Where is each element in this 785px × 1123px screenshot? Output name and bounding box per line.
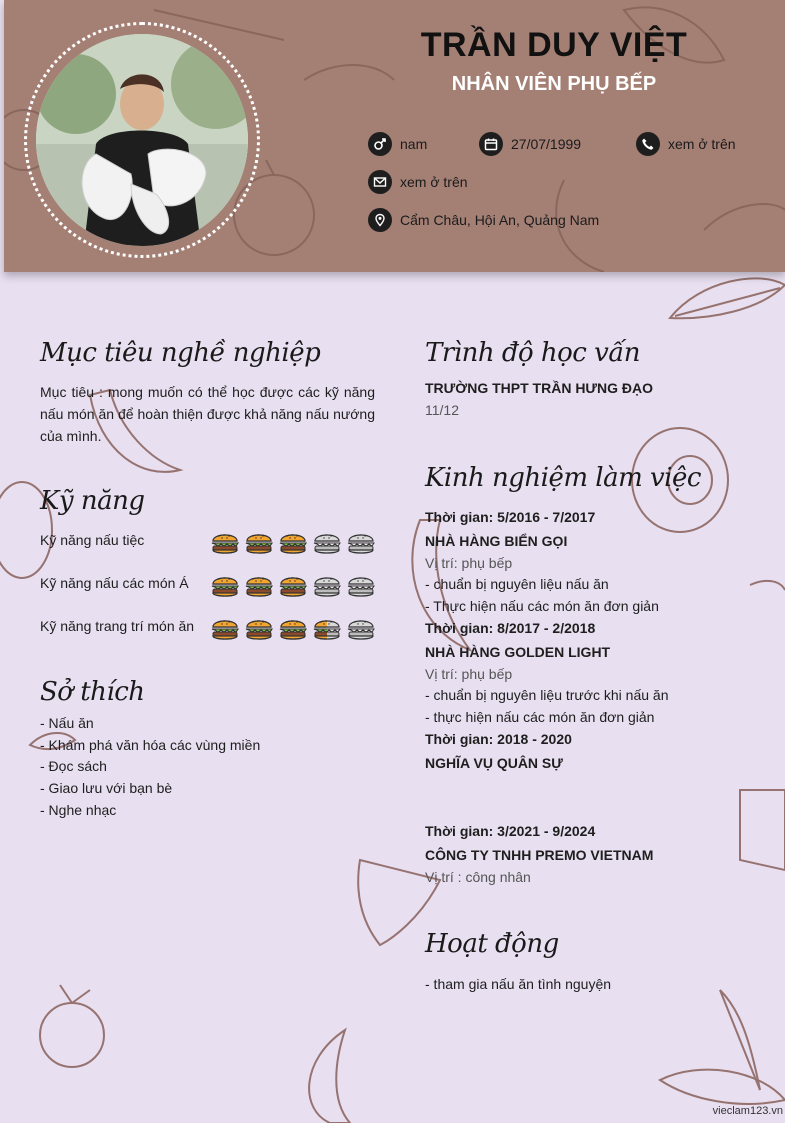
birthday-value: 27/07/1999 [511, 136, 582, 152]
skill-label: Kỹ năng nấu tiệc [40, 532, 145, 548]
watermelon-icon [740, 790, 785, 870]
skills-title: Kỹ năng [40, 486, 145, 516]
burger-rating-icon [346, 573, 376, 599]
job-role: Vị trí: phụ bếp [425, 666, 513, 682]
skill-rating [210, 530, 376, 556]
profile-photo [36, 34, 248, 246]
burger-rating-icon [244, 616, 274, 642]
leaf-icon [660, 1070, 785, 1104]
hobby-item: - Đọc sách [40, 758, 107, 774]
address-value: Cẩm Châu, Hội An, Quảng Nam [400, 212, 600, 228]
job-company: NHÀ HÀNG GOLDEN LIGHT [425, 644, 611, 660]
location-pin-icon [368, 208, 392, 232]
hobby-item: - Nấu ăn [40, 715, 94, 731]
hobby-item: - Khám phá văn hóa các vùng miền [40, 737, 261, 753]
job-company: CÔNG TY TNHH PREMO VIETNAM [425, 847, 654, 863]
email-icon [368, 170, 392, 194]
burger-rating-icon [312, 573, 342, 599]
school-name: TRƯỜNG THPT TRẦN HƯNG ĐẠO [425, 380, 654, 396]
activities-title: Hoạt động [425, 929, 559, 959]
email-info [368, 170, 468, 194]
burger-rating-icon [278, 530, 308, 556]
burger-rating-icon [278, 616, 308, 642]
header-banner [4, 0, 785, 272]
hobby-item: - Giao lưu với bạn bè [40, 780, 173, 796]
burger-rating-icon [244, 573, 274, 599]
education-detail: 11/12 [425, 402, 459, 418]
phone-value: xem ở trên [668, 136, 736, 152]
gender-value: nam [400, 136, 428, 152]
skill-label: Kỹ năng nấu các món Á [40, 575, 189, 591]
job-time: Thời gian: 5/2016 - 7/2017 [425, 509, 596, 525]
activity-text: - tham gia nấu ăn tình nguyện [425, 976, 612, 992]
job-company: NGHĨA VỤ QUÂN SỰ [425, 755, 563, 771]
banana-icon [309, 1030, 350, 1123]
avatar [36, 34, 248, 246]
skill-rating [210, 616, 376, 642]
orange-icon [40, 1003, 104, 1067]
burger-rating-icon [244, 530, 274, 556]
experience-title: Kinh nghiệm làm việc [425, 463, 701, 493]
job-company: NHÀ HÀNG BIỂN GỌI [425, 533, 568, 549]
objective-text: Mục tiêu : mong muốn có thể học được các kỹ năng nấu món ăn để hoàn thiện được khả năng nấu nướng của mình. [40, 384, 375, 444]
birthday-info [479, 132, 581, 156]
job-time: Thời gian: 2018 - 2020 [425, 731, 572, 747]
gender-info [368, 132, 427, 156]
education-title: Trình độ học vấn [425, 338, 640, 368]
burger-rating-icon [312, 530, 342, 556]
burger-rating-icon [346, 530, 376, 556]
burger-rating-icon [346, 616, 376, 642]
candidate-name: TRẦN DUY VIỆT [420, 26, 688, 64]
job-task: - chuẩn bị nguyên liệu nấu ăn [425, 576, 609, 592]
address-info [368, 208, 599, 232]
job-task: - chuẩn bị nguyên liệu trước khi nấu ăn [425, 687, 669, 703]
burger-rating-icon [210, 616, 240, 642]
job-time: Thời gian: 8/2017 - 2/2018 [425, 620, 596, 636]
burger-rating-icon [210, 530, 240, 556]
job-role: Vị trí: phụ bếp [425, 555, 513, 571]
job-title: NHÂN VIÊN PHỤ BẾP [451, 73, 657, 95]
avatar-frame [24, 22, 260, 258]
hobbies-title: Sở thích [40, 677, 145, 707]
objective-title: Mục tiêu nghề nghiệp [40, 338, 321, 368]
skill-label: Kỹ năng trang trí món ăn [40, 618, 195, 634]
burger-rating-icon [210, 573, 240, 599]
job-role: Vị trí : công nhân [425, 869, 531, 885]
burger-rating-icon [278, 573, 308, 599]
job-task: - Thực hiện nấu các món ăn đơn giản [425, 598, 659, 614]
calendar-icon [479, 132, 503, 156]
email-value: xem ở trên [400, 174, 468, 190]
job-time: Thời gian: 3/2021 - 9/2024 [425, 823, 596, 839]
skill-rating [210, 573, 376, 599]
watermark: vieclam123.vn [712, 1105, 783, 1117]
hobby-item: - Nghe nhạc [40, 802, 117, 818]
burger-rating-icon [312, 616, 342, 642]
phone-info [636, 132, 736, 156]
gender-icon [368, 132, 392, 156]
job-task: - thực hiện nấu các món ăn đơn giản [425, 709, 655, 725]
phone-icon [636, 132, 660, 156]
